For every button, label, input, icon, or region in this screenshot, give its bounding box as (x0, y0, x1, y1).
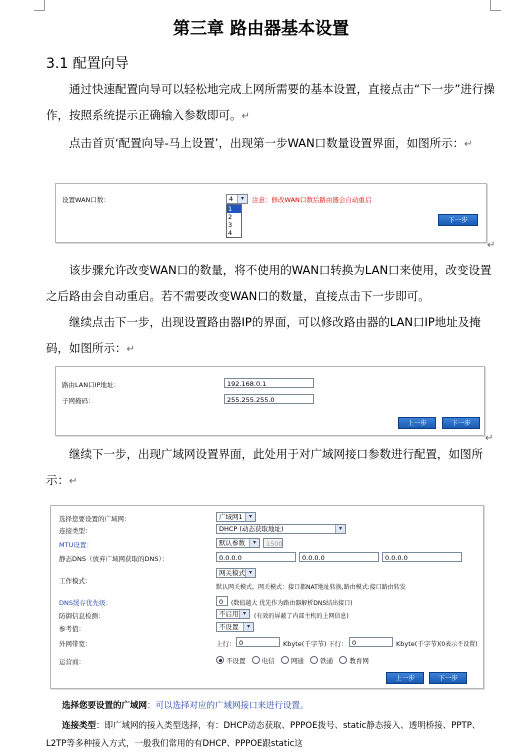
prev-button[interactable]: 上一步 (386, 672, 424, 684)
work-mode-label: 工作模式： (59, 577, 92, 585)
isp-option-label: 铁通 (320, 657, 334, 665)
lan-ip-label: 路由LAN口IP地址： (62, 381, 120, 389)
isp-option[interactable] (281, 657, 304, 665)
next-button[interactable]: 下一步 (429, 672, 467, 684)
subnet-mask-label: 子网掩码： (62, 397, 95, 405)
paragraph-mark: ↵ (69, 476, 78, 487)
paragraph-1: 通过快速配置向导可以轻松地完成上网所需要的基本设置，直接点击“下一步”进行操作，按照系统提示正确输入参数即可。 (46, 82, 495, 122)
wan-select-description (62, 699, 502, 711)
mtu-select[interactable] (216, 538, 260, 548)
paragraph-block (46, 257, 496, 363)
conn-type-select[interactable] (216, 524, 346, 534)
isp-option-label: 网通 (290, 657, 304, 665)
isp-radio-group (216, 656, 369, 665)
isp-option-label: 教育网 (349, 657, 369, 665)
paragraph-mark: ↵ (241, 111, 250, 122)
wan-count-dropdown (226, 204, 242, 238)
lan-ip-input[interactable]: 192.168.0.1 (224, 378, 314, 388)
upstream-input[interactable]: 0 (236, 637, 280, 647)
figure-wan-settings (50, 505, 484, 689)
detect-label: 防御信息检测： (59, 612, 105, 620)
dropdown-option[interactable]: 2 (228, 213, 233, 221)
static-dns-label: 静态DNS（放弃广域网获取的DNS）： (59, 555, 169, 563)
wan-count-value: 4 (229, 195, 234, 203)
dns-input-3[interactable]: 0.0.0.0 (382, 552, 462, 562)
radio-icon (281, 656, 289, 664)
section-title: 3.1 配置向导 (46, 56, 129, 72)
upstream-label: 上行： (216, 640, 236, 648)
chevron-down-icon: ▾ (243, 623, 253, 631)
bandwidth-label: 外网带宽： (59, 640, 92, 648)
mtu-input[interactable]: 1500 (263, 538, 283, 548)
chevron-down-icon: ▾ (245, 569, 255, 577)
downstream-input[interactable]: 0 (349, 637, 393, 647)
wan-count-select[interactable] (226, 194, 248, 204)
dns-priority-note: (数值越大 优先作为路由器解析DNS结出接口) (231, 600, 353, 607)
bandwidth-note: (0表示不设置) (439, 641, 478, 648)
downstream-label: 下行： (328, 640, 348, 648)
isp-option-label: 电信 (261, 657, 275, 665)
chevron-down-icon: ▾ (239, 610, 249, 618)
dns-input-1[interactable]: 0.0.0.0 (216, 552, 296, 562)
dropdown-option[interactable]: 1 (227, 205, 241, 213)
term-description: ：可以选择对应的广域网接口来进行设置。 (147, 701, 309, 711)
paragraph-mark: ↵ (485, 433, 494, 444)
page-corner-mark (34, 0, 45, 11)
wan-select[interactable] (216, 512, 256, 522)
conn-type-label: 连接类型： (59, 527, 92, 535)
paragraph-block (46, 76, 496, 158)
dropdown-option[interactable]: 3 (228, 221, 233, 229)
next-button[interactable]: 下一步 (442, 417, 480, 429)
radio-icon (252, 656, 260, 664)
mtu-label: MTU设置： (59, 541, 93, 549)
isp-option-label: 不设置 (226, 657, 246, 665)
reference-label: 参考值： (59, 625, 85, 633)
chevron-down-icon: ▾ (249, 539, 259, 547)
isp-option[interactable] (216, 657, 246, 665)
isp-option[interactable] (339, 657, 369, 665)
wan-select-value: 广域网1 (219, 513, 243, 521)
detect-value: 不启用 (219, 610, 239, 618)
term-bold: 连接类型 (62, 721, 97, 731)
wan-select-label: 选择您要设置的广域网： (59, 515, 131, 523)
page-corner-mark (490, 0, 501, 11)
radio-selected-icon (216, 656, 224, 664)
chevron-down-icon: ▾ (245, 513, 255, 521)
reference-value: 不设置 (219, 623, 239, 631)
chapter-title: 第三章 路由器基本设置 (173, 19, 349, 39)
paragraph-5: 继续下一步，出现广域网设置界面，此处用于对广域网接口参数进行配置，如图所示： (46, 447, 483, 487)
wan-count-label: 设置WAN口数： (62, 196, 110, 204)
figure-wan-count (55, 183, 487, 243)
paragraph-4: 继续点击下一步，出现设置路由器IP的界面，可以修改路由器的LAN口IP地址及掩码，如图所示： (46, 315, 481, 355)
paragraph-mark: ↵ (464, 139, 473, 150)
work-mode-value: 网关模式 (219, 569, 245, 577)
paragraph-3: 该步骤允许改变WAN口的数量，将不使用的WAN口转换为LAN口来使用，改变设置之后路由会自动重启。若不需要改变WAN口的数量，直接点击下一步即可。 (46, 263, 492, 303)
figure-lan-ip (55, 366, 485, 436)
isp-option[interactable] (252, 657, 275, 665)
term-description: ：即广域网的接入类型选择，有：DHCP动态获取、PPPOE拨号、static静态接入、透明桥接、PPTP、L2TP等多种接入方式，一般我们常用的有DHCP、PPPOE跟static这 (46, 721, 481, 749)
radio-icon (310, 656, 318, 664)
chevron-down-icon: ▾ (237, 195, 247, 203)
dns-priority-input[interactable]: 0 (216, 596, 228, 606)
upstream-unit: Kbyte(千字节) (283, 640, 327, 648)
paragraph-block (46, 441, 496, 495)
mtu-select-value: 默认参数 (219, 539, 245, 547)
subnet-mask-input[interactable]: 255.255.255.0 (224, 394, 314, 404)
detect-select[interactable] (216, 609, 250, 619)
dropdown-option[interactable]: 4 (228, 229, 233, 237)
reference-select[interactable] (216, 622, 254, 632)
chevron-down-icon: ▾ (335, 525, 345, 533)
paragraph-mark: ↵ (126, 344, 135, 355)
paragraph-mark: ↵ (487, 240, 496, 251)
isp-option[interactable] (310, 657, 333, 665)
dns-input-2[interactable]: 0.0.0.0 (299, 552, 379, 562)
work-mode-note: 默认网关模式。网关模式：接口都NAT地址转换,路由模式:接口路由转发 (216, 584, 406, 591)
work-mode-select[interactable] (216, 568, 256, 578)
prev-button[interactable]: 上一步 (398, 417, 436, 429)
restart-warning: 注意：修改WAN口数后路由器会自动重启 (252, 196, 372, 204)
isp-label: 运营商： (59, 658, 85, 666)
downstream-unit: Kbyte(千字节) (396, 640, 440, 648)
paragraph-2: 点击首页‘配置向导-马上设置’，出现第一步WAN口数量设置界面，如图所示： (69, 136, 465, 150)
dns-priority-label: DNS缓存优先级： (59, 599, 112, 607)
radio-icon (339, 656, 347, 664)
term-bold: 选择您要设置的广域网 (62, 701, 148, 711)
conn-type-description (46, 717, 498, 753)
next-button[interactable]: 下一步 (438, 214, 478, 226)
detect-note: (有效的屏蔽了内部主机的上网信息) (254, 613, 349, 620)
conn-type-value: DHCP (动态获取地址) (219, 525, 284, 533)
